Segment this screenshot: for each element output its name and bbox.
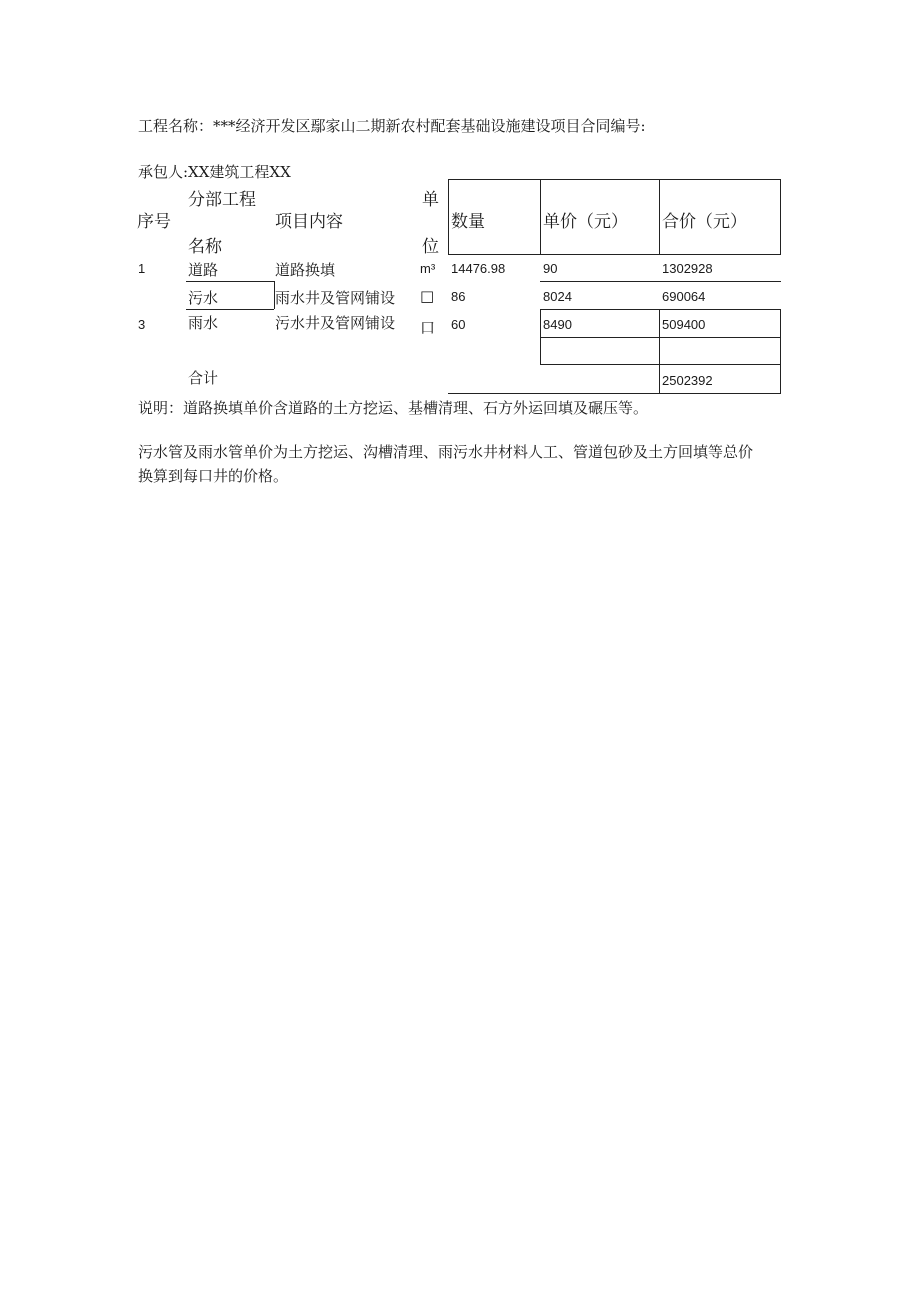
row-unit-price: 8490 <box>543 317 572 332</box>
row-unit: 口 <box>420 319 436 337</box>
row-total-price: 1302928 <box>662 261 713 276</box>
header-content: 项目内容 <box>275 212 343 232</box>
row-quantity: 60 <box>451 317 466 332</box>
row-content: 道路换填 <box>275 261 336 279</box>
header-sub-project-line2: 名称 <box>188 237 222 257</box>
row-sub-project: 雨水 <box>188 314 219 332</box>
row-unit-price: 90 <box>543 261 558 276</box>
row-sub-project: 道路 <box>188 261 219 279</box>
header-sub-project-line1: 分部工程 <box>188 190 256 210</box>
row-unit: □ <box>420 287 435 305</box>
row-seq: 1 <box>138 261 146 276</box>
total-value: 2502392 <box>662 373 713 388</box>
note-pipe-line2: 换算到每口井的价格。 <box>138 467 289 485</box>
row-total-price: 690064 <box>662 289 706 304</box>
header-unit-line1: 单 <box>422 190 439 210</box>
row-seq: 3 <box>138 317 146 332</box>
row-unit-price: 8024 <box>543 289 572 304</box>
note-pipe-line1: 污水管及雨水管单价为土方挖运、沟槽清理、雨污水井材料人工、管道包砂及土方回填等总价 <box>138 443 754 461</box>
project-name-line: 工程名称：***经济开发区鄢家山二期新农村配套基础设施建设项目合同编号: <box>138 117 646 135</box>
row-quantity: 14476.98 <box>451 261 506 276</box>
row-unit: m³ <box>420 261 436 276</box>
header-quantity: 数量 <box>451 212 485 232</box>
header-total-price: 合价（元） <box>662 212 747 232</box>
row-content: 雨水井及管网铺设 <box>275 289 396 307</box>
header-seq: 序号 <box>137 212 171 232</box>
note-road-fill: 说明：道路换填单价含道路的土方挖运、基槽清理、石方外运回填及碾压等。 <box>138 399 649 417</box>
header-unit-price: 单价（元） <box>543 212 628 232</box>
row-quantity: 86 <box>451 289 466 304</box>
row-total-price: 509400 <box>662 317 706 332</box>
contractor-line: 承包人:XX建筑工程XX <box>138 163 291 181</box>
row-sub-project: 污水 <box>188 289 219 307</box>
total-label: 合计 <box>188 369 219 387</box>
header-unit-line2: 位 <box>422 237 439 257</box>
row-content: 污水井及管网铺设 <box>275 314 396 332</box>
